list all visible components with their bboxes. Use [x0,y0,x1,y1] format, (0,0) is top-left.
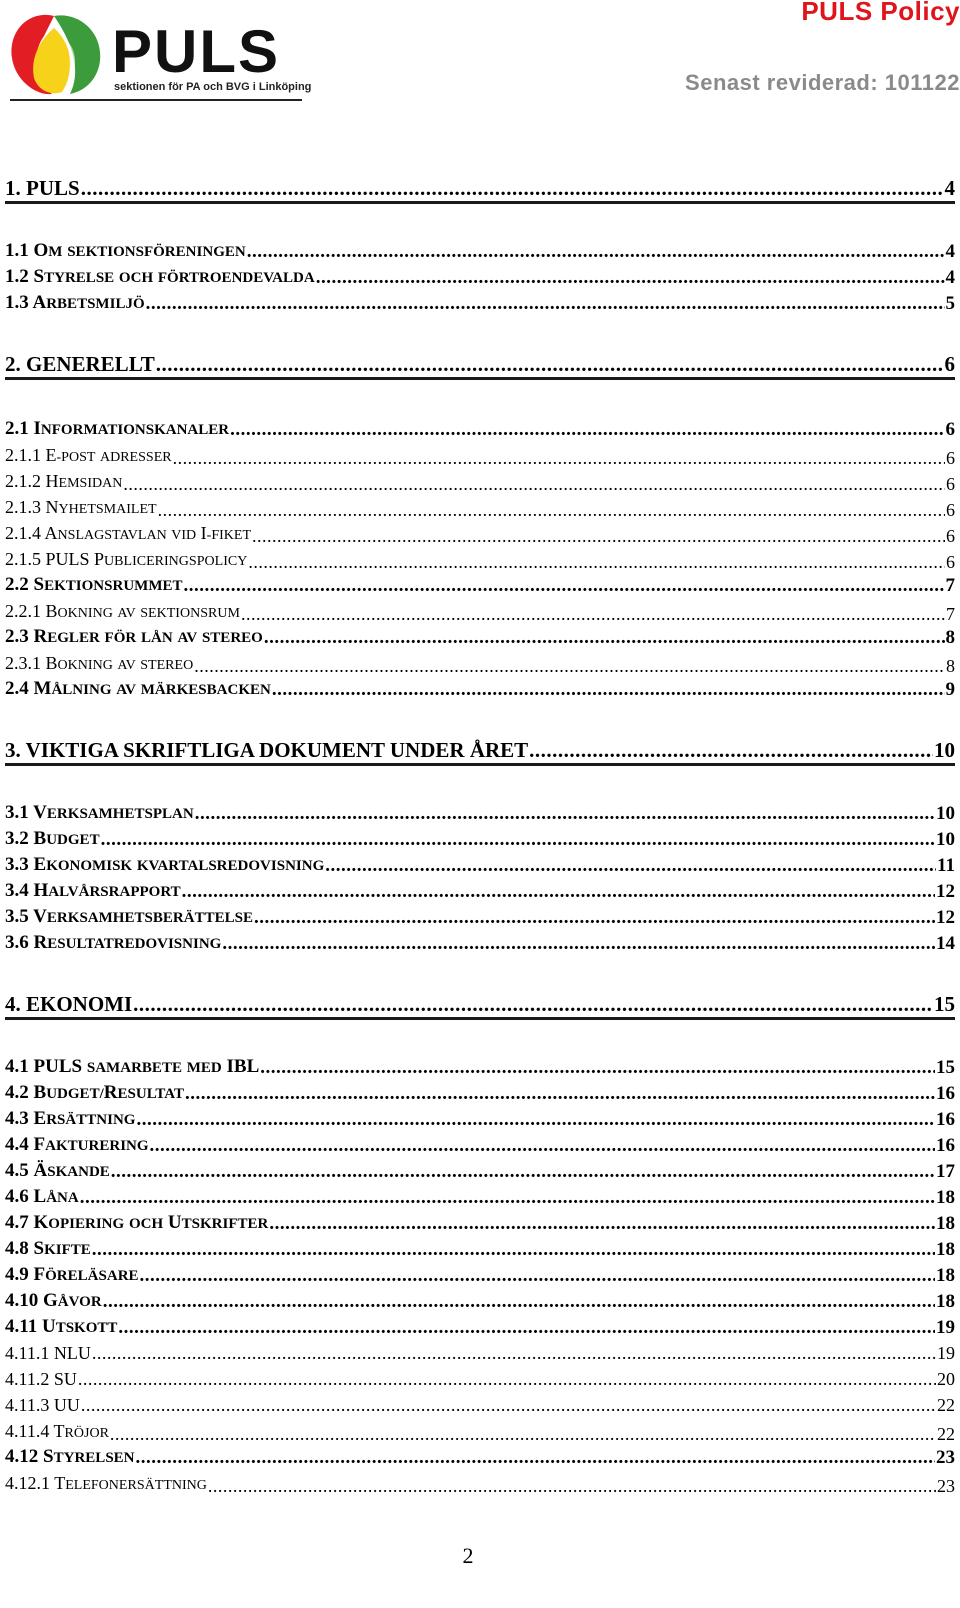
toc-entry-label [5,1394,80,1416]
toc-page-number: 6 [946,474,955,494]
toc-page-number: 18 [936,1291,955,1312]
toc-entry-number: 4.1 [5,1056,29,1077]
toc-entry-label [5,1212,268,1235]
toc-entry[interactable] [5,1108,955,1131]
toc-entry[interactable] [5,992,955,1020]
toc-entry[interactable] [5,626,955,649]
toc-entry-number: 3.4 [5,880,29,901]
toc-entry-number: 3.6 [5,932,29,953]
toc-page-number: 4 [945,267,955,288]
toc-entry-number: 4.11.1 [5,1343,50,1363]
toc-entry-title: TRÖJOR [53,1421,109,1441]
toc-entry-label [5,600,240,625]
toc-page-number: 19 [937,1343,955,1363]
toc-page-number: 4 [945,241,955,262]
toc-entry-label [5,444,172,469]
toc-entry-label [5,1160,110,1183]
toc-page-number: 6 [946,526,955,546]
toc-dot-leader [194,655,945,677]
toc-page-number: 6 [946,552,955,572]
toc-entry-number: 2.1.5 [5,549,41,569]
toc-entry-title: TELEFONERSÄTTNING [54,1473,207,1493]
toc-entry-title: BUDGET [33,828,100,849]
toc-dot-leader [269,1213,935,1235]
toc-page-number: 17 [936,1161,955,1182]
toc-dot-leader [110,1423,936,1445]
toc-entry[interactable] [5,1290,955,1313]
toc-entry-number: 1.2 [5,266,29,287]
toc-entry-number: 4.10 [5,1290,39,1311]
toc-entry-label [5,496,157,521]
toc-entry-label [5,548,247,573]
toc-entry-title: FÖRELÄSARE [33,1264,139,1285]
toc-entry-title: GÅVOR [43,1290,102,1311]
toc-entry[interactable] [5,600,955,625]
toc-entry-title: VERKSAMHETSPLAN [33,802,194,823]
logo-subtitle: sektionen för PA och BVG i Linköping [114,81,312,93]
toc-page-number: 15 [936,1057,955,1078]
toc-entry[interactable] [5,1368,955,1390]
toc-entry-label [5,1186,79,1209]
toc-entry-label [5,1316,117,1339]
toc-entry-title: PULS [26,176,80,200]
toc-entry-title: ÄSKANDE [33,1160,110,1181]
toc-page-number: 19 [936,1317,955,1338]
toc-dot-leader [78,1368,936,1390]
toc-entry[interactable] [5,266,955,289]
toc-entry-title: STYRELSEN [43,1446,135,1467]
toc-entry-number: 4.5 [5,1160,29,1181]
toc-page-number: 16 [936,1109,955,1130]
toc-entry-title: RESULTATREDOVISNING [33,932,222,953]
toc-entry-label [5,1134,149,1157]
toc-entry-title: STYRELSE OCH FÖRTROENDEVALDA [33,266,315,287]
toc-entry-number: 4.7 [5,1212,29,1233]
toc-entry-title: NYHETSMAILET [45,497,157,517]
toc-page-number: 6 [946,500,955,520]
toc-page-number: 14 [936,933,955,954]
toc-entry-number: 1. [5,176,21,200]
toc-entry-title: OM SEKTIONSFÖRENINGEN [33,240,246,261]
toc-entry-title: HEMSIDAN [45,471,123,491]
toc-entry-label [5,1420,109,1445]
toc-entry[interactable] [5,1082,955,1105]
toc-entry-number: 4. [5,992,21,1016]
toc-dot-leader [156,352,944,376]
toc-entry-title: ERSÄTTNING [33,1108,136,1129]
toc-entry-label [5,1446,135,1469]
toc-page-number: 15 [934,992,955,1016]
toc-dot-leader [264,627,945,649]
toc-entry-label [5,292,145,315]
toc-entry-number: 1.3 [5,292,29,313]
toc-entry-label [5,828,100,851]
toc-entry-title: BOKNING AV SEKTIONSRUM [45,601,240,621]
toc-dot-leader [158,499,945,521]
toc-entry-label [5,880,181,903]
toc-entry-number: 2.4 [5,678,29,699]
toc-page-number: 6 [946,448,955,468]
toc-page-number: 20 [937,1369,955,1389]
toc-entry-title: HALVÅRSRAPPORT [33,880,181,901]
toc-entry[interactable] [5,1238,955,1261]
toc-dot-leader [101,829,935,851]
toc-page-number: 23 [936,1447,955,1468]
toc-entry-title: MÅLNING AV MÄRKESBACKEN [33,678,271,699]
toc-entry-label [5,418,229,441]
toc-entry-number: 4.2 [5,1082,29,1103]
toc-entry-number: 4.11.3 [5,1395,50,1415]
toc-entry-number: 3.2 [5,828,29,849]
toc-entry-number: 4.3 [5,1108,29,1129]
toc-entry[interactable] [5,1264,955,1287]
toc-entry-title: BOKNING AV STEREO [45,653,194,673]
toc-dot-leader [140,1265,935,1287]
toc-page-number: 4 [944,176,955,200]
toc-page-number: 22 [937,1395,955,1415]
toc-page-number: 10 [936,829,955,850]
toc-entry-title: PULS PUBLICERINGSPOLICY [45,549,248,569]
toc-page-number: 10 [934,738,955,762]
toc-entry-title: KOPIERING OCH UTSKRIFTER [33,1212,269,1233]
toc-dot-leader [146,293,945,315]
toc-page-number: 23 [937,1476,955,1496]
toc-page-number: 18 [936,1187,955,1208]
toc-page-number: 22 [937,1424,955,1444]
toc-page-number: 18 [936,1265,955,1286]
document-title: PULS Policy [801,0,960,26]
toc-dot-leader [81,176,944,200]
toc-entry-label [5,470,122,495]
toc-dot-leader [248,551,945,573]
toc-dot-leader [252,525,945,547]
toc-entry-label [5,906,253,929]
toc-entry-label [5,1290,102,1313]
toc-entry-title: NLU [53,1343,91,1363]
toc-page-number: 12 [936,907,955,928]
toc-entry-label [5,992,132,1016]
toc-entry-number: 4.12.1 [5,1473,50,1493]
toc-entry[interactable] [5,1056,955,1079]
toc-dot-leader [185,1083,935,1105]
toc-entry[interactable] [5,1394,955,1416]
toc-entry[interactable] [5,496,955,521]
toc-entry-label [5,266,315,289]
toc-entry-title: EKONOMISK KVARTALSREDOVISNING [33,854,325,875]
logo-divider [10,99,302,101]
toc-entry-number: 4.11 [5,1316,38,1337]
toc-dot-leader [136,1109,935,1131]
toc-dot-leader [103,1291,935,1313]
toc-entry-number: 2.1.2 [5,471,41,491]
toc-entry-number: 4.11.4 [5,1421,50,1441]
toc-entry-label [5,574,183,597]
toc-entry[interactable] [5,652,955,677]
toc-entry-label [5,854,324,877]
toc-entry-number: 3. [5,738,21,762]
toc-entry[interactable] [5,828,955,851]
toc-entry-title: E-POST ADRESSER [45,445,172,465]
toc-entry-title: LÅNA [33,1186,79,1207]
toc-dot-leader [529,738,933,762]
toc-entry[interactable] [5,292,955,315]
toc-entry-number: 4.4 [5,1134,29,1155]
toc-entry[interactable] [5,1160,955,1183]
toc-dot-leader [195,803,935,825]
toc-entry[interactable] [5,1342,955,1364]
toc-dot-leader [272,679,945,701]
toc-entry-number: 2.1 [5,418,29,439]
toc-entry-label [5,1056,259,1079]
toc-dot-leader [184,575,945,597]
toc-entry[interactable] [5,1472,955,1497]
toc-page-number: 18 [936,1213,955,1234]
toc-entry-number: 2.2.1 [5,601,41,621]
toc-entry-label [5,240,246,263]
toc-entry-number: 2.1.4 [5,523,41,543]
toc-entry-label [5,1472,207,1497]
toc-entry-title: VIKTIGA SKRIFTLIGA DOKUMENT UNDER ÅRET [25,738,529,762]
toc-entry-number: 2.3.1 [5,653,41,673]
toc-entry-label [5,678,271,701]
toc-entry[interactable] [5,418,955,441]
toc-dot-leader [80,1187,935,1209]
toc-entry[interactable] [5,880,955,903]
toc-dot-leader [230,419,944,441]
toc-entry-label [5,1082,184,1105]
toc-entry-number: 4.9 [5,1264,29,1285]
toc-entry-title: INFORMATIONSKANALER [33,418,230,439]
toc-entry-label [5,1342,91,1364]
toc-entry[interactable] [5,1420,955,1445]
toc-entry-label [5,1264,139,1287]
toc-dot-leader [92,1239,935,1261]
toc-entry-title: PULS SAMARBETE MED IBL [33,1056,260,1077]
revision-date: Senast reviderad: 101122 [685,70,960,95]
toc-entry[interactable] [5,678,955,701]
toc-dot-leader [241,603,945,625]
toc-entry-label [5,652,193,677]
toc-entry[interactable] [5,444,955,469]
toc-page-number: 7 [946,604,955,624]
toc-entry-title: SKIFTE [33,1238,91,1259]
toc-page-number: 16 [936,1135,955,1156]
toc-entry-label [5,738,528,762]
toc-entry-title: GENERELLT [26,352,155,376]
toc-entry[interactable] [5,176,955,204]
toc-entry-number: 4.6 [5,1186,29,1207]
toc-entry[interactable] [5,906,955,929]
puls-logo-mark [6,10,106,102]
toc-entry-title: SEKTIONSRUMMET [33,574,183,595]
toc-entry-number: 3.1 [5,802,29,823]
toc-page-number: 8 [945,627,955,648]
toc-entry-number: 1.1 [5,240,29,261]
toc-page-number: 16 [936,1083,955,1104]
toc-entry-title: UTSKOTT [41,1316,118,1337]
toc-page-number: 12 [936,881,955,902]
puls-logo [6,10,312,102]
toc-entry-label [5,932,221,955]
toc-dot-leader [118,1317,935,1339]
toc-page-number: 11 [937,855,955,876]
toc-entry-label [5,352,155,376]
toc-entry-title: ARBETSMILJÖ [32,292,145,313]
toc-entry-number: 4.12 [5,1446,39,1467]
toc-dot-leader [182,881,935,903]
toc-dot-leader [111,1161,935,1183]
toc-page-number: 9 [945,679,955,700]
toc-page-number: 5 [945,293,955,314]
toc-entry-title: REGLER FÖR LÅN AV STEREO [33,626,263,647]
toc-page-number: 8 [946,656,955,676]
toc-entry[interactable] [5,738,955,766]
toc-dot-leader [136,1447,935,1469]
toc-entry[interactable] [5,1212,955,1235]
toc-entry-label [5,1368,77,1390]
toc-entry[interactable] [5,352,955,380]
toc-dot-leader [254,907,935,929]
toc-entry-title: ANSLAGSTAVLAN VID I-FIKET [44,523,252,543]
toc-dot-leader [222,933,935,955]
toc-entry-title: VERKSAMHETSBERÄTTELSE [33,906,253,927]
toc-entry-label [5,1108,135,1131]
toc-entry[interactable] [5,1446,955,1469]
toc-entry[interactable] [5,548,955,573]
toc-dot-leader [150,1135,935,1157]
toc-entry[interactable] [5,470,955,495]
toc-page-number: 18 [936,1239,955,1260]
page-number: 2 [462,1543,474,1568]
toc-page-number: 10 [936,803,955,824]
toc-entry-label [5,802,194,825]
toc-dot-leader [260,1057,935,1079]
toc-entry-label [5,626,263,649]
toc-entry[interactable] [5,854,955,877]
toc-dot-leader [316,267,945,289]
toc-entry-title: UU [53,1395,80,1415]
toc-entry-title: BUDGET/RESULTAT [33,1082,184,1103]
toc-dot-leader [81,1394,936,1416]
toc-dot-leader [208,1475,936,1497]
toc-entry[interactable] [5,240,955,263]
toc-entry-label [5,522,251,547]
toc-entry[interactable] [5,802,955,825]
toc-entry-number: 2. [5,352,21,376]
toc-entry-label [5,176,80,200]
toc-dot-leader [325,855,936,877]
toc-entry-title: EKONOMI [26,992,133,1016]
toc-entry-number: 2.1.3 [5,497,41,517]
toc-dot-leader [173,447,945,469]
toc-dot-leader [92,1342,936,1364]
toc-entry[interactable] [5,1134,955,1157]
logo-wordmark: PULS [112,18,281,85]
toc-entry-number: 4.11.2 [5,1369,50,1389]
toc-entry[interactable] [5,1186,955,1209]
toc-entry-title: SU [53,1369,77,1389]
toc-entry-number: 2.1.1 [5,445,41,465]
toc-entry[interactable] [5,1316,955,1339]
toc-entry-number: 3.5 [5,906,29,927]
toc-page-number: 6 [944,352,955,376]
toc-page-number: 6 [945,419,955,440]
toc-entry[interactable] [5,932,955,955]
toc-dot-leader [133,992,933,1016]
toc-entry-number: 2.3 [5,626,29,647]
toc-dot-leader [247,241,945,263]
toc-entry-number: 4.8 [5,1238,29,1259]
toc-entry-title: FAKTURERING [33,1134,149,1155]
toc-entry[interactable] [5,574,955,597]
toc-entry-number: 2.2 [5,574,29,595]
toc-entry-label [5,1238,91,1261]
toc-entry[interactable] [5,522,955,547]
toc-dot-leader [123,473,945,495]
toc-entry-number: 3.3 [5,854,29,875]
toc-page-number: 7 [945,575,955,596]
